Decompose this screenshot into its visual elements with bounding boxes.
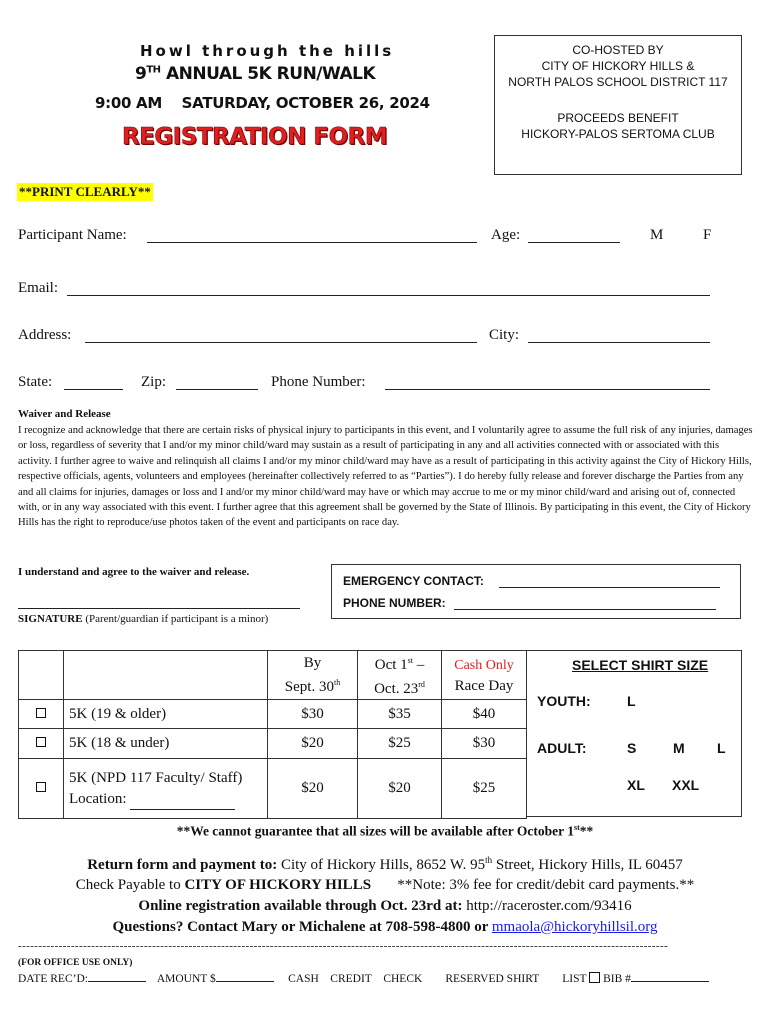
fee-early: $30 (268, 700, 358, 729)
reserved-shirt-option: RESERVED SHIRT (445, 973, 540, 985)
beneficiary-line: HICKORY-PALOS SERTOMA CLUB (521, 127, 715, 141)
phone-field[interactable] (385, 389, 710, 390)
checkbox-cell[interactable] (19, 759, 64, 819)
adult-label: ADULT: (537, 740, 587, 756)
table-header-blank (64, 651, 268, 700)
fee-early: $20 (268, 759, 358, 819)
city-label: City: (489, 327, 520, 343)
participant-name-field[interactable] (147, 242, 477, 243)
fee-col-header-early: By Sept. 30th (268, 651, 358, 700)
emergency-contact-field[interactable] (499, 587, 720, 588)
waiver-heading: Waiver and Release (18, 408, 111, 420)
fee-table (18, 650, 527, 819)
emergency-contact-label: EMERGENCY CONTACT: (343, 574, 484, 588)
cohost-box (494, 35, 742, 175)
checkbox-faculty[interactable] (36, 782, 46, 792)
event-name: Howl through the hills (140, 42, 395, 60)
adult-size-m[interactable]: M (673, 740, 685, 756)
state-label: State: (18, 374, 53, 390)
emergency-phone-label: PHONE NUMBER: (343, 596, 446, 610)
email-field[interactable] (67, 295, 710, 296)
fee-col-header-raceday: Cash Only Race Day (442, 651, 527, 700)
age-label: Age: (491, 227, 521, 243)
adult-size-s[interactable]: S (627, 740, 637, 756)
phone-label: Phone Number: (271, 374, 366, 390)
gender-male-option[interactable]: M (650, 227, 664, 243)
beneficiary-line: PROCEEDS BENEFIT (557, 111, 679, 125)
fee-regular: $25 (358, 729, 442, 759)
shirt-size-box (526, 650, 742, 817)
fee-raceday: $25 (442, 759, 527, 819)
checkbox-youth[interactable] (36, 737, 46, 747)
contact-email-link[interactable]: mmaola@hickoryhillsil.org (491, 919, 658, 935)
gender-female-option[interactable]: F (703, 227, 712, 243)
event-subtitle: 9TH ANNUAL 5K RUN/WALK (135, 64, 376, 84)
checkbox-cell[interactable] (19, 729, 64, 759)
fee-raceday: $40 (442, 700, 527, 729)
list-checkbox[interactable] (589, 972, 600, 983)
age-field[interactable] (528, 242, 620, 243)
online-registration-line: Online registration available through Oct. 23rd at: http://raceroster.com/93416 (138, 898, 632, 914)
shirt-size-title: SELECT SHIRT SIZE (572, 657, 709, 673)
email-label: Email: (18, 280, 58, 296)
checkbox-cell[interactable] (19, 700, 64, 729)
questions-line: Questions? Contact Mary or Michalene at 708-598-4800 or mmaola@hickoryhillsil.org (112, 919, 658, 935)
emergency-phone-field[interactable] (454, 609, 716, 610)
zip-label: Zip: (141, 374, 166, 390)
zip-field[interactable] (176, 389, 258, 390)
office-use-row: DATE REC’D: AMOUNT $ CASH CREDIT CHECK RESERVED SHIRT LIST BIB # (18, 972, 709, 985)
adult-size-xxl[interactable]: XXL (672, 777, 700, 793)
event-datetime: 9:00 AM SATURDAY, OCTOBER 26, 2024 (95, 94, 430, 112)
checkbox-adult[interactable] (36, 708, 46, 718)
cohost-line: NORTH PALOS SCHOOL DISTRICT 117 (508, 75, 728, 89)
check-option[interactable]: CHECK (383, 973, 423, 985)
youth-label: YOUTH: (537, 693, 591, 709)
fee-row-label: 5K (18 & under) (64, 729, 268, 759)
address-field[interactable] (85, 342, 477, 343)
bib-label: BIB # (603, 973, 631, 985)
emergency-contact-box (331, 564, 741, 619)
cohost-line: CITY OF HICKORY HILLS & (541, 59, 695, 73)
amount-field[interactable] (216, 972, 274, 982)
signature-label: SIGNATURE (Parent/guardian if participant is a minor) (18, 613, 269, 625)
fee-col-header-regular: Oct 1st – Oct. 23rd (358, 651, 442, 700)
adult-size-l[interactable]: L (717, 740, 726, 756)
youth-size-l[interactable]: L (627, 693, 636, 709)
agree-statement: I understand and agree to the waiver and release. (18, 566, 250, 578)
cash-option[interactable]: CASH (288, 973, 319, 985)
state-field[interactable] (64, 389, 123, 390)
cohost-line: CO-HOSTED BY (572, 43, 664, 57)
fee-row-label: 5K (19 & older) (64, 700, 268, 729)
address-label: Address: (18, 327, 72, 343)
bib-field[interactable] (631, 972, 709, 982)
signature-field[interactable] (18, 608, 300, 609)
print-clearly-note: **PRINT CLEARLY** (19, 184, 151, 199)
location-field[interactable] (130, 796, 235, 810)
list-label: LIST (562, 973, 587, 985)
payable-line: Check Payable to CITY OF HICKORY HILLS **Note: 3% fee for credit/debit card payments.** (75, 877, 695, 893)
adult-size-xl[interactable]: XL (627, 777, 645, 793)
cut-line: ---------------------------------------------------------------------------------------------------------------------------------------------------------------- (18, 940, 669, 952)
fee-regular: $35 (358, 700, 442, 729)
city-field[interactable] (528, 342, 710, 343)
date-received-field[interactable] (88, 972, 146, 982)
participant-name-label: Participant Name: (18, 227, 127, 243)
credit-option[interactable]: CREDIT (330, 973, 372, 985)
office-use-heading: (FOR OFFICE USE ONLY) (18, 958, 133, 968)
fee-raceday: $30 (442, 729, 527, 759)
registration-url[interactable]: http://raceroster.com/93416 (462, 898, 632, 914)
return-address: Return form and payment to: City of Hickory Hills, 8652 W. 95th Street, Hickory Hills, IL 60457 (87, 855, 683, 873)
table-header-blank (19, 651, 64, 700)
size-guarantee-note: **We cannot guarantee that all sizes will be available after October 1st** (176, 823, 594, 839)
form-title: REGISTRATION FORM (122, 124, 388, 150)
waiver-text: I recognize and acknowledge that there are certain risks of physical injury to participants in this event, and I voluntarily agree to assume the full risk of any injuries, damages or loss, regardless of severity that I and/or my minor child/ward may sustain as a result of participating in any and all activities connected with or associated with this activity. I further agree to waive and relinquish all claims I and/or my minor child/ward may have as a result of participating in this activity against the City of Hickory Hills, respective officials, agents, volunteers and employees (hereinafter collectively referred to as “Parties”). I do hereby fully release and forever discharge the Parties from any and all claims for injuries, damages or loss and I and/or my minor child/ward may have or which may accrue to me or my minor child/ward and arising out of, connected with, or in any way associated with this event. I further agree that this agreement shall be governed by the State of Illinois. By participating in this event, the City of Hickory Hills has the right to reproduce/use photos taken of the event and participants on race day. (18, 425, 753, 529)
fee-early: $20 (268, 729, 358, 759)
fee-regular: $20 (358, 759, 442, 819)
fee-row-label: 5K (NPD 117 Faculty/ Staff) Location: (64, 759, 268, 819)
